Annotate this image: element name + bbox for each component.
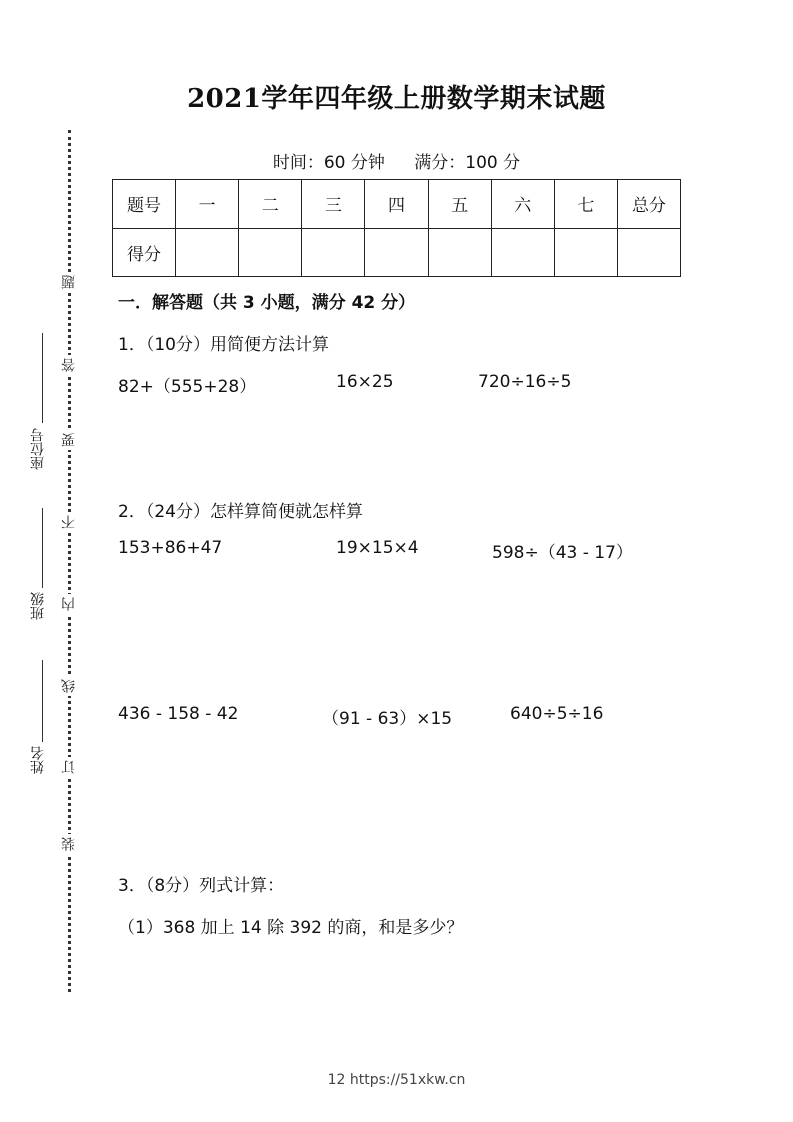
score-cell[interactable] (239, 228, 302, 277)
seat-number-label: 座位号 (30, 428, 46, 470)
class-line (42, 508, 43, 588)
q1-expression: 720÷16÷5 (478, 372, 572, 392)
score-table (112, 179, 681, 277)
q2-expression: 153+86+47 (118, 538, 223, 558)
seat-number-line (42, 333, 43, 423)
score-cell[interactable] (428, 228, 491, 277)
q2-expression: 598÷（43 - 17） (492, 543, 633, 563)
score-cell[interactable] (302, 228, 365, 277)
score-cell[interactable] (491, 228, 554, 277)
name-line (42, 660, 43, 742)
binding-char: 装 (59, 834, 79, 854)
page-footer: 12 https://51xkw.cn (327, 1072, 466, 1088)
q2-expression: 19×15×4 (336, 538, 419, 558)
binding-char: 内 (59, 594, 79, 614)
question-3-sub-1: （1）368 加上 14 除 392 的商，和是多少？ (118, 918, 464, 938)
score-header-cell: 一 (176, 180, 239, 229)
score-header-cell: 四 (365, 180, 428, 229)
score-row-label: 得分 (113, 228, 176, 277)
q2-expression: 640÷5÷16 (510, 704, 604, 724)
binding-char: 不 (59, 512, 79, 532)
score-header-cell: 五 (428, 180, 491, 229)
question-3-title: 3．（8分）列式计算： (118, 876, 285, 896)
q2-expression: 436 - 158 - 42 (118, 704, 239, 724)
exam-meta (0, 148, 793, 173)
binding-char: 订 (59, 757, 79, 777)
class-label: 班级 (30, 592, 46, 620)
q2-expression: （91 - 63）×15 (322, 709, 453, 729)
question-1-title: 1．（10分）用简便方法计算 (118, 335, 329, 355)
q1-expression: 16×25 (336, 372, 394, 392)
question-2-title: 2．（24分）怎样算简便就怎样算 (118, 502, 363, 522)
exam-full-score: 满分：100 分 (414, 153, 521, 173)
score-header-cell: 总分 (617, 180, 680, 229)
section-heading: 一．解答题（共 3 小题，满分 42 分） (118, 293, 416, 313)
score-cell[interactable] (617, 228, 680, 277)
binding-char: 题 (59, 272, 79, 292)
binding-char: 答 (59, 355, 79, 375)
page-title: 2021学年四年级上册数学期末试题 (187, 84, 606, 114)
binding-dotted-line (68, 130, 71, 992)
score-cell[interactable] (365, 228, 428, 277)
score-cell[interactable] (554, 228, 617, 277)
exam-time: 时间：60 分钟 (272, 153, 385, 173)
score-header-cell: 六 (491, 180, 554, 229)
score-table-header-row (113, 180, 681, 229)
binding-char: 线 (59, 676, 79, 696)
score-header-cell: 三 (302, 180, 365, 229)
binding-char: 要 (59, 430, 79, 450)
name-label: 姓名 (30, 746, 46, 774)
score-header-cell: 七 (554, 180, 617, 229)
score-table-score-row (113, 228, 681, 277)
score-header-cell: 二 (239, 180, 302, 229)
q1-expression: 82+（555+28） (118, 377, 257, 397)
score-cell[interactable] (176, 228, 239, 277)
score-header-cell: 题号 (113, 180, 176, 229)
